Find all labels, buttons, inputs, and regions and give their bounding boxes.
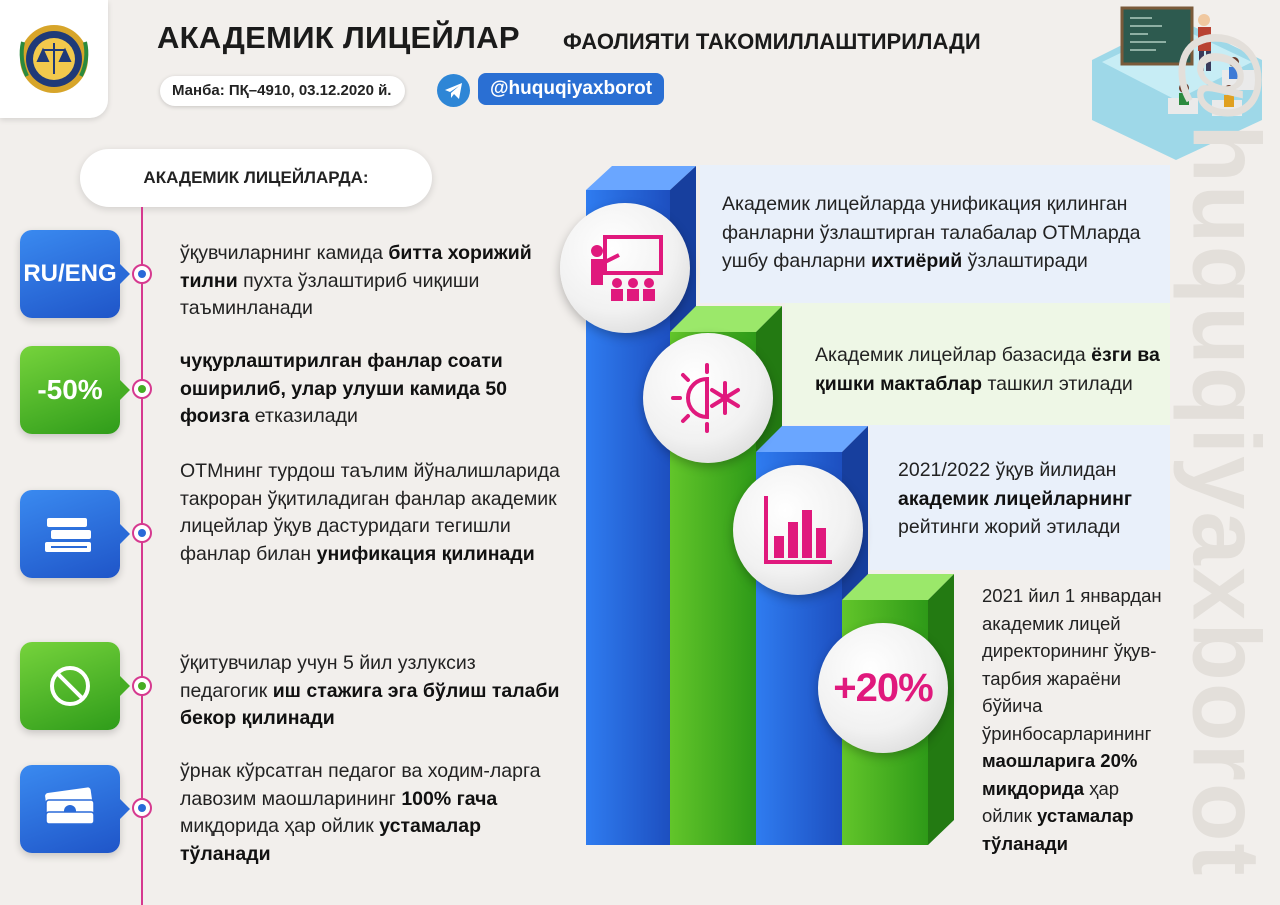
- timeline-dot: [132, 798, 152, 818]
- left-item-5: ўрнак кўрсатган педагог ва ходим-ларга лавозим маошларининг 100% гача миқдорида ҳар ойлик устамалар тўланади: [180, 760, 541, 865]
- icon-circle-4: [818, 623, 948, 753]
- books-icon: [43, 510, 97, 558]
- left-item-3: ОТМнинг турдош таълим йўналишларида такроран ўқитиладиган фанлар академик лицейлар ўқув дастуридаги тегишли фанлар билан унификация қилинади: [180, 460, 560, 565]
- bar-chart-icon: [760, 492, 836, 568]
- timeline-dot: [132, 523, 152, 543]
- telegram-icon[interactable]: [437, 74, 470, 107]
- page-subtitle: ФАОЛИЯТИ ТАКОМИЛЛАШТИРИЛАДИ: [563, 29, 981, 54]
- section-title: АКАДЕМИК ЛИЦЕЙЛАРДА:: [80, 149, 432, 207]
- right-item-2: Академик лицейлар базасида ёзги ва қишки мактаблар ташкил этилади: [815, 344, 1160, 395]
- source-label: Манба: ПҚ–4910, 03.12.2020 й.: [160, 76, 405, 106]
- tile-label: -50%: [37, 374, 103, 405]
- left-item-2: чуқурлаштирилган фанлар соати оширилиб, улар улуши камида 50 фоизга етказилади: [180, 350, 508, 427]
- emblem-icon: [15, 14, 93, 104]
- tile-books: [20, 490, 120, 578]
- timeline-dot: [132, 676, 152, 696]
- icon-circle-2: [643, 333, 773, 463]
- right-item-1: Академик лицейларда унификация қилинган фанларни ўзлаштирган талабалар ОТМларда ушбу фанларни ихтиёрий ўзлаштиради: [722, 193, 1141, 272]
- teacher-class-icon: [585, 233, 665, 303]
- timeline-dot: [132, 264, 152, 284]
- watermark: @huquqiyaxborot: [1172, 28, 1279, 877]
- tile-prohibited: [20, 642, 120, 730]
- tile-ru-eng: [20, 230, 120, 318]
- tile-minus-50: [20, 346, 120, 434]
- telegram-handle-link[interactable]: @huquqiyaxborot: [478, 73, 664, 105]
- money-icon: [40, 786, 100, 832]
- right-item-4: 2021 йил 1 январдан академик лицей директорининг ўқув-тарбия жараёни бўйича ўринбосарларининг маошларига 20% миқдорида ҳар ойлик устамалар тўланади: [982, 585, 1162, 854]
- left-item-1: ўқувчиларнинг камида битта хорижий тилни пухта ўзлаштириб чиқиши таъминланади: [180, 242, 532, 319]
- sun-snowflake-icon: [669, 359, 747, 437]
- logo: [0, 0, 108, 118]
- left-item-4: ўқитувчилар учун 5 йил узлуксиз педагогик иш стажига эга бўлиш талаби бекор қилинади: [180, 652, 560, 729]
- plus-20-percent-label: +20%: [833, 665, 933, 710]
- tile-label: RU/ENG: [23, 260, 117, 287]
- right-item-3: 2021/2022 ўқув йилидан академик лицейларнинг рейтинги жорий этилади: [898, 459, 1133, 538]
- icon-circle-3: [733, 465, 863, 595]
- tile-money: [20, 765, 120, 853]
- prohibited-icon: [47, 663, 93, 709]
- timeline-dot: [132, 379, 152, 399]
- icon-circle-1: [560, 203, 690, 333]
- page-title: АКАДЕМИК ЛИЦЕЙЛАР: [157, 20, 520, 55]
